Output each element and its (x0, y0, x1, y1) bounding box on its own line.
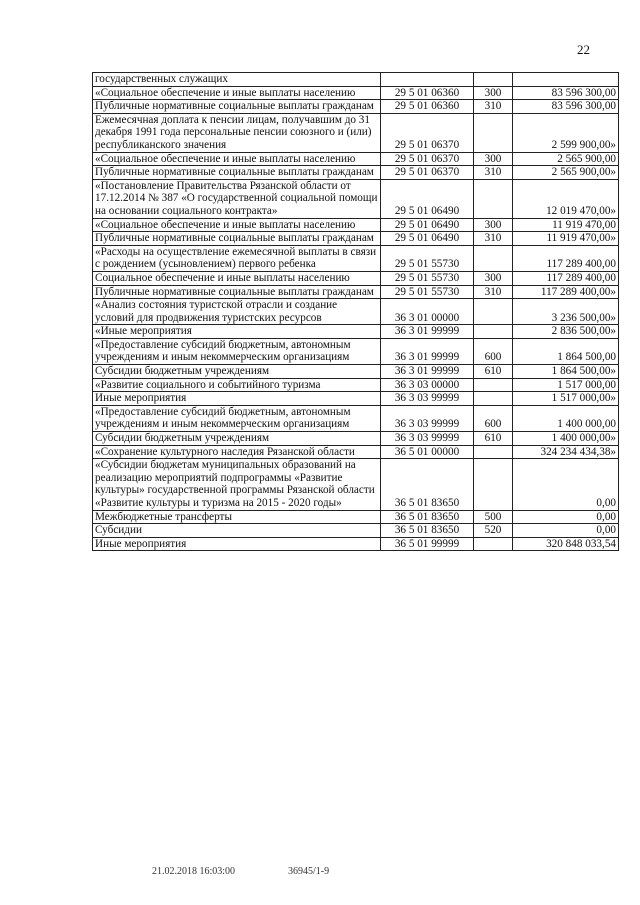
cell-code: 36 5 01 00000 (381, 445, 474, 459)
cell-amount: 1 400 000,00 (513, 405, 619, 431)
table-row (93, 86, 619, 100)
cell-name: Межбюджетные трансферты (93, 510, 381, 524)
cell-amount: 1 400 000,00» (513, 432, 619, 446)
cell-code: 36 5 01 83650 (381, 510, 474, 524)
table-row (93, 113, 619, 152)
cell-amount: 324 234 434,38» (513, 445, 619, 459)
cell-amount: 117 289 400,00» (513, 285, 619, 299)
cell-amount: 1 864 500,00 (513, 338, 619, 364)
cell-amount: 117 289 400,00 (513, 271, 619, 285)
table-row (93, 405, 619, 431)
cell-code: 29 5 01 06370 (381, 152, 474, 166)
cell-code: 29 5 01 06360 (381, 100, 474, 114)
cell-name: Публичные нормативные социальные выплаты гражданам (93, 166, 381, 180)
cell-expense-type: 300 (474, 86, 513, 100)
table-row (93, 378, 619, 392)
table-row (93, 432, 619, 446)
table-row (93, 445, 619, 459)
cell-name: «Постановление Правительства Рязанской области от 17.12.2014 № 387 «О государственной социальной помощи на основании социального контракта» (93, 179, 381, 218)
cell-name: Публичные нормативные социальные выплаты гражданам (93, 232, 381, 246)
cell-expense-type: 310 (474, 100, 513, 114)
footer-document-code: 36945/1-9 (288, 866, 330, 877)
cell-expense-type: 500 (474, 510, 513, 524)
cell-name: «Социальное обеспечение и иные выплаты населению (93, 152, 381, 166)
cell-expense-type (474, 378, 513, 392)
cell-expense-type: 610 (474, 365, 513, 379)
table-row (93, 218, 619, 232)
cell-code: 36 3 03 99999 (381, 405, 474, 431)
cell-name: «Предоставление субсидий бюджетным, автономным учреждениям и иным некоммерческим организациям (93, 338, 381, 364)
cell-expense-type: 310 (474, 285, 513, 299)
table-row (93, 232, 619, 246)
cell-amount: 2 565 900,00» (513, 166, 619, 180)
cell-code: 36 3 03 99999 (381, 432, 474, 446)
cell-amount: 11 919 470,00 (513, 218, 619, 232)
cell-amount: 0,00 (513, 510, 619, 524)
cell-expense-type (474, 325, 513, 339)
cell-expense-type (474, 537, 513, 551)
cell-name: Субсидии бюджетным учреждениям (93, 432, 381, 446)
cell-amount (513, 73, 619, 87)
cell-amount: 11 919 470,00» (513, 232, 619, 246)
cell-amount: 0,00 (513, 524, 619, 538)
cell-code: 36 3 03 99999 (381, 392, 474, 406)
cell-code: 29 5 01 06370 (381, 166, 474, 180)
cell-name: Социальное обеспечение и иные выплаты населению (93, 271, 381, 285)
cell-code: 36 5 01 83650 (381, 524, 474, 538)
table-row (93, 271, 619, 285)
cell-name: «Социальное обеспечение и иные выплаты населению (93, 86, 381, 100)
cell-amount: 83 596 300,00 (513, 86, 619, 100)
cell-code: 36 5 01 83650 (381, 459, 474, 510)
table-row (93, 392, 619, 406)
cell-amount: 83 596 300,00 (513, 100, 619, 114)
cell-name: «Сохранение культурного наследия Рязанской области (93, 445, 381, 459)
page-number: 22 (577, 42, 590, 57)
cell-code: 36 3 01 99999 (381, 338, 474, 364)
cell-expense-type (474, 179, 513, 218)
cell-name: государственных служащих (93, 73, 381, 87)
cell-expense-type: 310 (474, 166, 513, 180)
cell-expense-type: 520 (474, 524, 513, 538)
cell-amount: 1 517 000,00 (513, 378, 619, 392)
cell-code: 29 5 01 06490 (381, 218, 474, 232)
table-row (93, 537, 619, 551)
cell-expense-type: 300 (474, 218, 513, 232)
cell-code: 29 5 01 06360 (381, 86, 474, 100)
cell-name: Ежемесячная доплата к пенсии лицам, получавшим до 31 декабря 1991 года персональные пенсии союзного и (или) республиканского значения (93, 113, 381, 152)
table-row (93, 299, 619, 325)
cell-code: 29 5 01 06490 (381, 232, 474, 246)
cell-code: 29 5 01 06490 (381, 179, 474, 218)
cell-amount: 2 565 900,00 (513, 152, 619, 166)
table-row (93, 166, 619, 180)
footer-timestamp: 21.02.2018 16:03:00 (152, 866, 236, 877)
table-row (93, 325, 619, 339)
cell-amount: 1 517 000,00» (513, 392, 619, 406)
cell-expense-type: 310 (474, 232, 513, 246)
cell-name: «Предоставление субсидий бюджетным, автономным учреждениям и иным некоммерческим организациям (93, 405, 381, 431)
cell-amount: 1 864 500,00» (513, 365, 619, 379)
cell-expense-type (474, 113, 513, 152)
cell-code: 29 5 01 55730 (381, 285, 474, 299)
cell-name: «Субсидии бюджетам муниципальных образований на реализацию мероприятий подпрограммы «Развитие культуры» государственной программы Рязанской области «Развитие культуры и туризма на 2015 - 2020 годы» (93, 459, 381, 510)
cell-code (381, 73, 474, 87)
table-row (93, 285, 619, 299)
table-row (93, 365, 619, 379)
cell-expense-type (474, 445, 513, 459)
cell-expense-type (474, 73, 513, 87)
cell-expense-type: 300 (474, 271, 513, 285)
cell-expense-type (474, 459, 513, 510)
cell-amount: 2 836 500,00» (513, 325, 619, 339)
cell-name: Публичные нормативные социальные выплаты гражданам (93, 100, 381, 114)
table-row (93, 245, 619, 271)
cell-name: Иные мероприятия (93, 392, 381, 406)
cell-name: «Иные мероприятия (93, 325, 381, 339)
table-row (93, 510, 619, 524)
cell-name: Субсидии бюджетным учреждениям (93, 365, 381, 379)
cell-expense-type (474, 245, 513, 271)
table-row (93, 524, 619, 538)
cell-amount: 2 599 900,00» (513, 113, 619, 152)
table-row (93, 338, 619, 364)
cell-code: 36 3 01 99999 (381, 365, 474, 379)
cell-expense-type: 600 (474, 338, 513, 364)
cell-code: 29 5 01 55730 (381, 271, 474, 285)
cell-amount: 3 236 500,00» (513, 299, 619, 325)
cell-amount: 0,00 (513, 459, 619, 510)
table-row (93, 152, 619, 166)
cell-code: 29 5 01 06370 (381, 113, 474, 152)
cell-expense-type: 610 (474, 432, 513, 446)
cell-amount: 320 848 033,54 (513, 537, 619, 551)
table-row (93, 73, 619, 87)
cell-name: «Анализ состояния туристской отрасли и создание условий для продвижения туристских ресурсов (93, 299, 381, 325)
cell-name: «Развитие социального и событийного туризма (93, 378, 381, 392)
cell-name: «Социальное обеспечение и иные выплаты населению (93, 218, 381, 232)
cell-code: 36 3 01 00000 (381, 299, 474, 325)
cell-amount: 12 019 470,00» (513, 179, 619, 218)
budget-table (92, 72, 619, 551)
table-row (93, 100, 619, 114)
cell-expense-type (474, 392, 513, 406)
cell-name: Иные мероприятия (93, 537, 381, 551)
cell-code: 36 3 03 00000 (381, 378, 474, 392)
cell-name: Субсидии (93, 524, 381, 538)
cell-amount: 117 289 400,00 (513, 245, 619, 271)
cell-expense-type: 300 (474, 152, 513, 166)
cell-expense-type (474, 299, 513, 325)
cell-code: 29 5 01 55730 (381, 245, 474, 271)
cell-code: 36 3 01 99999 (381, 325, 474, 339)
table-row (93, 179, 619, 218)
cell-name: Публичные нормативные социальные выплаты гражданам (93, 285, 381, 299)
cell-expense-type: 600 (474, 405, 513, 431)
cell-code: 36 5 01 99999 (381, 537, 474, 551)
cell-name: «Расходы на осуществление ежемесячной выплаты в связи с рождением (усыновлением) первого ребенка (93, 245, 381, 271)
table-row (93, 459, 619, 510)
budget-table-body (93, 73, 619, 551)
